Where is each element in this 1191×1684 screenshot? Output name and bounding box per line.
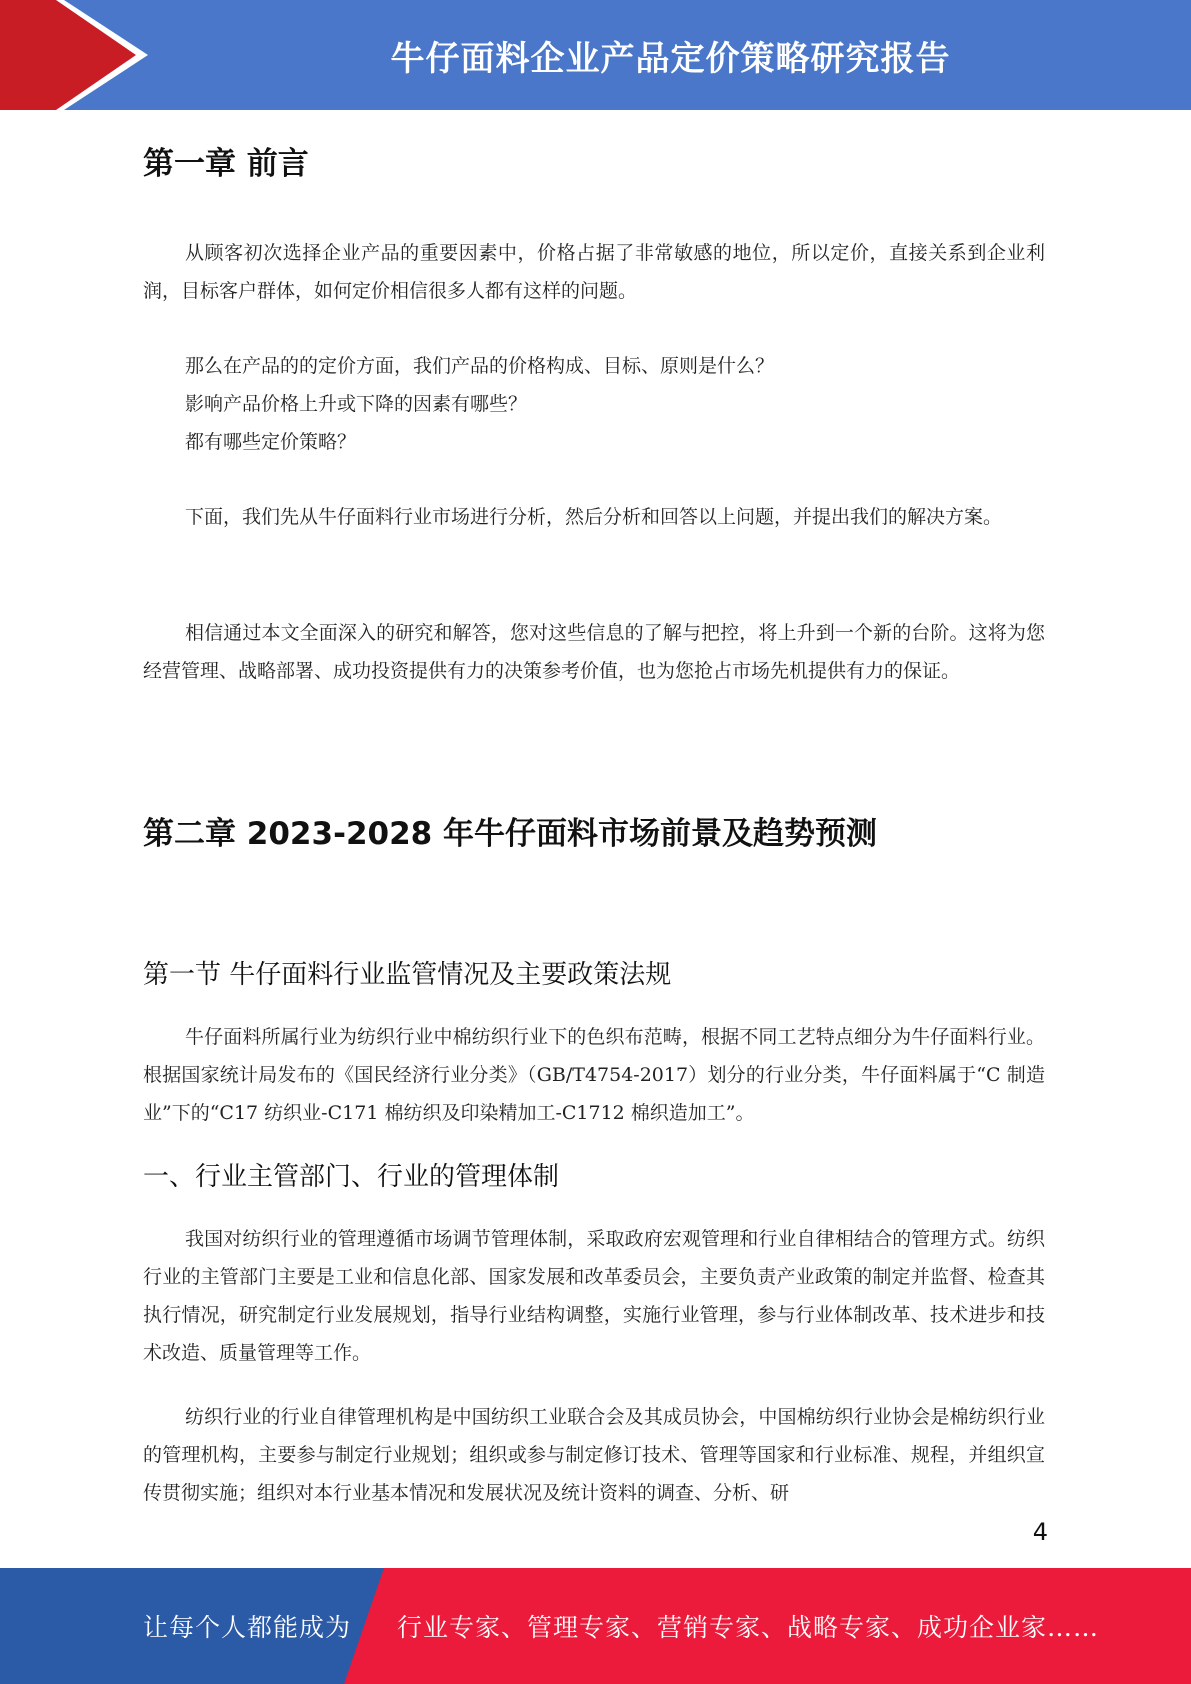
chapter1-paragraph: 相信通过本文全面深入的研究和解答，您对这些信息的了解与把控，将上升到一个新的台阶。这将为您经营管理、战略部署、成功投资提供有力的决策参考价值，也为您抢占市场先机提供有力的保证。 bbox=[143, 622, 1045, 682]
footer-slogan-left: 让每个人都能成为 bbox=[143, 1613, 352, 1642]
section1-paragraph: 牛仔面料所属行业为纺织行业中棉纺织行业下的色织布范畴，根据不同工艺特点细分为牛仔面料行业。根据国家统计局发布的《国民经济行业分类》（GB/T4754-2017）划分的行业分类，牛仔面料属于“C 制造业”下的“C17 纺织业-C171 棉纺织及印染精加工-C1712 棉织造加工”。 bbox=[143, 1026, 1045, 1124]
chapter1-paragraph: 从顾客初次选择企业产品的重要因素中，价格占据了非常敏感的地位，所以定价，直接关系到企业利润，目标客户群体，如何定价相信很多人都有这样的问题。 bbox=[143, 242, 1045, 302]
subsection1-paragraph: 纺织行业的行业自律管理机构是中国纺织工业联合会及其成员协会，中国棉纺织行业协会是棉纺织行业的管理机构，主要参与制定行业规划；组织或参与制定修订技术、管理等国家和行业标准、规程，并组织宣传贯彻实施；组织对本行业基本情况和发展状况及统计资料的调查、分析、研 bbox=[143, 1406, 1045, 1504]
chapter1-title: 第一章 前言 bbox=[143, 146, 309, 182]
page-number: 4 bbox=[1032, 1518, 1048, 1546]
footer-slogan-right: 行业专家、管理专家、营销专家、战略专家、成功企业家…… bbox=[397, 1613, 1100, 1642]
chapter1-question: 影响产品价格上升或下降的因素有哪些？ bbox=[185, 393, 528, 415]
section1-title: 第一节 牛仔面料行业监管情况及主要政策法规 bbox=[143, 960, 672, 990]
footer-banner bbox=[0, 1568, 1191, 1684]
chapter2-title: 第二章 2023-2028 年牛仔面料市场前景及趋势预测 bbox=[143, 816, 878, 852]
subsection1-title: 一、行业主管部门、行业的管理体制 bbox=[143, 1162, 560, 1192]
chapter1-paragraph: 下面，我们先从牛仔面料行业市场进行分析，然后分析和回答以上问题，并提出我们的解决方案。 bbox=[185, 506, 1003, 528]
chapter1-question: 那么在产品的的定价方面，我们产品的价格构成、目标、原则是什么？ bbox=[185, 355, 775, 377]
chapter1-question: 都有哪些定价策略？ bbox=[185, 431, 357, 453]
header-arrow-decoration bbox=[0, 0, 160, 110]
report-title: 牛仔面料企业产品定价策略研究报告 bbox=[390, 38, 951, 79]
header-banner bbox=[0, 0, 1191, 110]
subsection1-paragraph: 我国对纺织行业的管理遵循市场调节管理体制，采取政府宏观管理和行业自律相结合的管理方式。纺织行业的主管部门主要是工业和信息化部、国家发展和改革委员会，主要负责产业政策的制定并监督、检查其执行情况，研究制定行业发展规划，指导行业结构调整，实施行业管理，参与行业体制改革、技术进步和技术改造、质量管理等工作。 bbox=[143, 1228, 1045, 1364]
